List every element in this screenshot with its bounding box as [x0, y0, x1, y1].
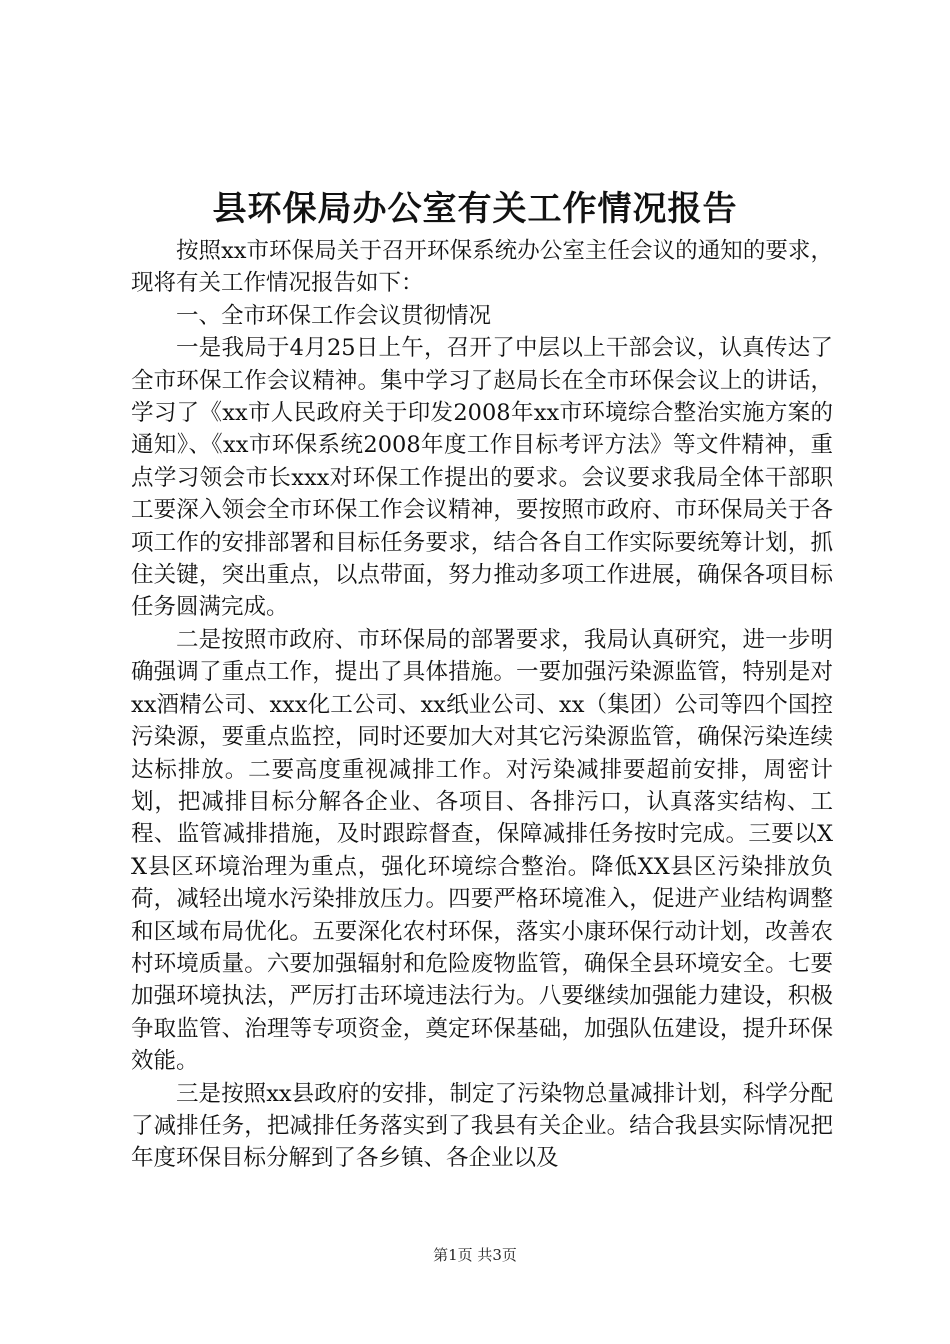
- paragraph-item-3: 三是按照xx县政府的安排，制定了污染物总量减排计划，科学分配了减排任务，把减排任务落实到了我县有关企业。结合我县实际情况把年度环保目标分解到了各乡镇、各企业以及: [131, 1080, 833, 1172]
- document-title: 县环保局办公室有关工作情况报告: [212, 189, 738, 229]
- paragraph-intro: 按照xx市环保局关于召开环保系统办公室主任会议的通知的要求，现将有关工作情况报告如下：: [131, 238, 833, 297]
- document-body: [131, 235, 833, 1175]
- paragraph-item-1: 一是我局于4月25日上午，召开了中层以上干部会议，认真传达了全市环保工作会议精神。集中学习了赵局长在全市环保会议上的讲话，学习了《xx市人民政府关于印发2008年xx市环境综合整治实施方案的通知》、《xx市环保系统2008年度工作目标考评方法》等文件精神，重点学习领会市长xxx对环保工作提出的要求。会议要求我局全体干部职工要深入领会全市环保工作会议精神，要按照市政府、市环保局关于各项工作的安排部署和目标任务要求，结合各自工作实际要统筹计划，抓住关键，突出重点，以点带面，努力推动多项工作进展，确保各项目标任务圆满完成。: [131, 335, 833, 621]
- section-heading-1: 一、全市环保工作会议贯彻情况: [176, 302, 492, 329]
- page-number-footer: 第1页 共3页: [433, 1246, 517, 1264]
- paragraph-item-2: 二是按照市政府、市环保局的部署要求，我局认真研究，进一步明确强调了重点工作，提出了具体措施。一要加强污染源监管，特别是对xx酒精公司、xxx化工公司、xx纸业公司、xx（集团）公司等四个国控污染源，要重点监控，同时还要加大对其它污染源监管，确保污染连续达标排放。二要高度重视减排工作。对污染减排要超前安排，周密计划，把减排目标分解各企业、各项目、各排污口，认真落实结构、工程、监管减排措施，及时跟踪督查，保障减排任务按时完成。三要以XX县区环境治理为重点，强化环境综合整治。降低XX县区污染排放负荷，减轻出境水污染排放压力。四要严格环境准入，促进产业结构调整和区域布局优化。五要深化农村环保，落实小康环保行动计划，改善农村环境质量。六要加强辐射和危险废物监管，确保全县环境安全。七要加强环境执法，严厉打击环境违法行为。八要继续加强能力建设，积极争取监管、治理等专项资金，奠定环保基础，加强队伍建设，提升环保效能。: [131, 626, 833, 1075]
